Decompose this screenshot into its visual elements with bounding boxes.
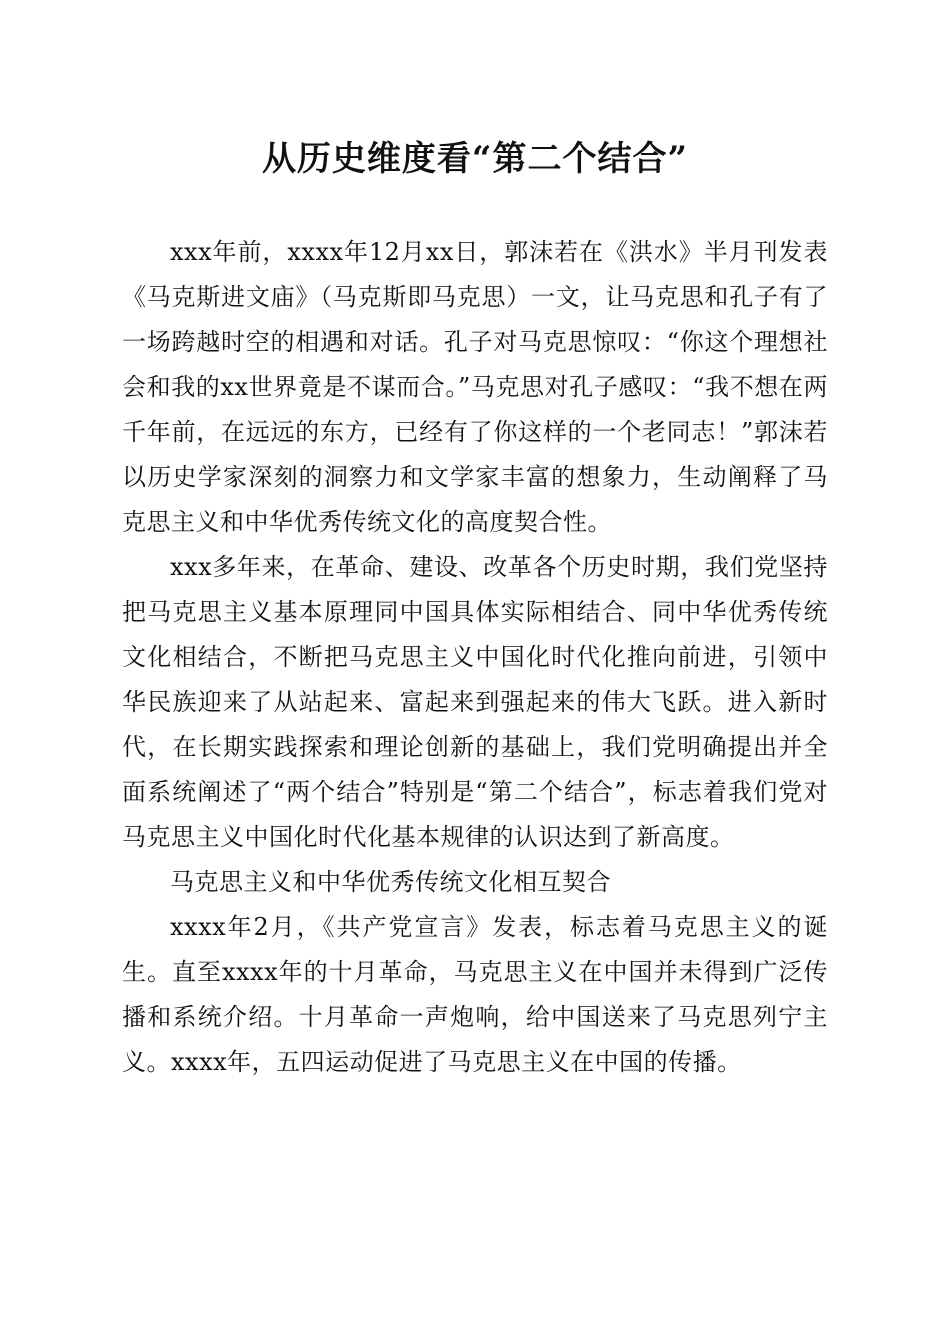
paragraph-manifesto: xxxx年2月，《共产党宣言》发表，标志着马克思主义的诞生。直至xxxx年的十月革命，马克思主义在中国并未得到广泛传播和系统介绍。十月革命一声炮响，给中国送来了马克思列宁主义。xxxx年，五四运动促进了马克思主义在中国的传播。 <box>122 913 828 1076</box>
paragraph-intro: xxx年前，xxxx年12月xx日，郭沫若在《洪水》半月刊发表《马克斯进文庙》（马克斯即马克思）一文，让马克思和孔子有了一场跨越时空的相遇和对话。孔子对马克思惊叹：“你这个理想社会和我的xx世界竟是不谋而合。”马克思对孔子感叹：“我不想在两千年前，在远远的东方，已经有了你这样的一个老同志！”郭沫若以历史学家深刻的洞察力和文学家丰富的想象力，生动阐释了马克思主义和中华优秀传统文化的高度契合性。 <box>122 238 828 536</box>
paragraph-history: xxx多年来，在革命、建设、改革各个历史时期，我们党坚持把马克思主义基本原理同中国具体实际相结合、同中华优秀传统文化相结合，不断把马克思主义中国化时代化推向前进，引领中华民族迎来了从站起来、富起来到强起来的伟大飞跃。进入新时代，在长期实践探索和理论创新的基础上，我们党明确提出并全面系统阐述了“两个结合”特别是“第二个结合”，标志着我们党对马克思主义中国化时代化基本规律的认识达到了新高度。 <box>122 553 828 851</box>
document-body <box>122 230 828 1085</box>
section-subheading: 马克思主义和中华优秀传统文化相互契合 <box>170 868 611 896</box>
document-title: 从历史维度看“第二个结合” <box>261 139 689 179</box>
